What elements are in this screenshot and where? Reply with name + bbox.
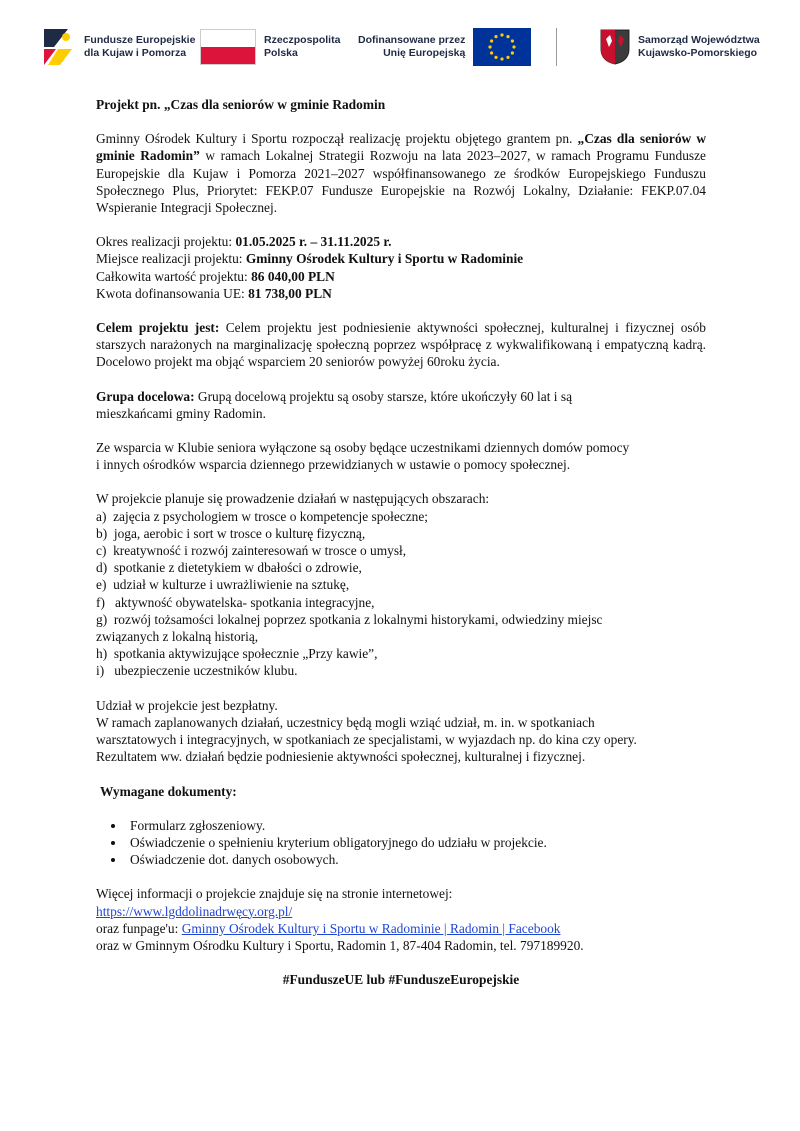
areas-intro: W projekcie planuje się prowadzenie działań w następujących obszarach: — [96, 491, 490, 507]
logo1-line1: Fundusze Europejskie — [84, 34, 196, 46]
project-name: „Czas dla seniorów w gminie Radomin” — [96, 131, 706, 164]
goal-text: Celem projektu jest podniesienie aktywności społecznej, kulturalnej i fizycznej osób starszych narażonych na marginalizację społeczną poprzez współpracę z wykwalifikowaną i empatyczną kadrą. Docelowo projekt ma objąć wsparciem 20 seniorów powyżej 60roku życia. — [96, 320, 706, 370]
participation-line: warsztatowych i integracyjnych, w spotkaniach ze specjalistami, w wyjazdach np. do kina czy opery. — [96, 732, 637, 748]
goal-label: Celem projektu jest: — [96, 320, 220, 336]
contact-line: oraz w Gminnym Ośrodku Kultury i Sportu, Radomin 1, 87-404 Radomin, tel. 797189920. — [96, 937, 584, 953]
intro-paragraph — [96, 130, 706, 216]
documents-heading — [96, 783, 706, 800]
eu-flag-icon — [473, 28, 531, 66]
project-facts — [96, 233, 706, 302]
fact-label: Miejsce realizacji projektu: — [96, 251, 246, 267]
fundusze-europejskie-logo — [40, 22, 195, 72]
areas-list — [96, 508, 706, 680]
fundusze-europejskie-icon — [40, 27, 76, 67]
participation-line: Rezultatem ww. działań będzie podniesienie aktywności społecznej, kulturalnej i fizycznej. — [96, 749, 586, 765]
more-info-text: Więcej informacji o projekcie znajduje się na stronie internetowej: — [96, 886, 453, 902]
target-label: Grupa docelowa: — [96, 388, 195, 404]
logo2-line2: Polska — [264, 47, 298, 59]
intro-part-a: Gminny Ośrodek Kultury i Sportu rozpoczął realizację projektu objętego grantem pn. — [96, 131, 578, 147]
facebook-link[interactable]: Gminny Ośrodek Kultury i Sportu w Radominie | Radomin | Facebook — [181, 920, 561, 936]
logo4-line2: Kujawsko-Pomorskiego — [638, 47, 758, 59]
goal-paragraph — [96, 319, 706, 371]
documents-heading-text: Wymagane dokumenty: — [100, 783, 237, 799]
documents-list — [96, 817, 706, 869]
website-link[interactable]: https://www.lgddolinadrwęcy.org.pl/ — [96, 903, 293, 919]
intro-part-c: w ramach Lokalnej Strategii Rozwoju na lata 2023–2027, w ramach Programu Fundusze Europejskie dla Kujaw i Pomorza 2021–2027 współfinansowanego ze środków Europejskiego Funduszu Społecznego Plus, Priorytet: FEKP.07 Fundusze Europejskie na Rozwój Lokalny, Działanie: FEKP.07.04 Wspieranie Integracji Społecznej. — [96, 148, 706, 216]
list-item: a) zajęcia z psychologiem w trosce o kompetencje społeczne; — [96, 508, 429, 524]
list-item: h) spotkania aktywizujące społecznie „Przy kawie”, — [96, 646, 378, 662]
target-line1: Grupą docelową projektu są osoby starsze, które ukończyły 60 lat i są — [194, 388, 573, 404]
fact-funding — [96, 285, 706, 302]
logo-divider — [556, 28, 557, 66]
exclusion-line1: Ze wsparcia w Klubie seniora wyłączone są osoby będące uczestnikami dziennych domów pomocy — [96, 440, 630, 456]
list-item: b) joga, aerobic i sort w trosce o kulturę fizyczną, — [96, 525, 366, 541]
eu-cofunded-logo — [358, 22, 531, 72]
coat-of-arms-icon — [600, 29, 630, 65]
fact-period — [96, 233, 706, 250]
fanpage-prefix: oraz funpage'u: — [96, 920, 182, 936]
exclusion-paragraph — [96, 439, 706, 473]
list-item: c) kreatywność i rozwój zainteresowań w trosce o umysł, — [96, 543, 407, 559]
fanpage-line — [96, 920, 706, 937]
list-item: związanych z lokalną historią, — [96, 629, 259, 645]
list-item: i) ubezpieczenie uczestników klubu. — [96, 663, 298, 679]
fact-label: Kwota dofinansowania UE: — [96, 285, 249, 301]
list-item: • Formularz zgłoszeniowy. — [126, 817, 706, 834]
polish-flag-icon — [200, 29, 256, 65]
fact-label: Okres realizacji projektu: — [96, 234, 236, 250]
logo2-line1: Rzeczpospolita — [264, 34, 341, 46]
fact-label: Całkowita wartość projektu: — [96, 268, 252, 284]
list-item: f) aktywność obywatelska- spotkania integracyjne, — [96, 594, 375, 610]
samorzad-logo — [600, 22, 760, 72]
document-body — [96, 96, 706, 988]
fact-value: 81 738,00 PLN — [248, 285, 332, 301]
logo-bar — [40, 22, 760, 72]
list-item: d) spotkanie z dietetykiem w dbałości o zdrowie, — [96, 560, 362, 576]
fact-value: Gminny Ośrodek Kultury i Sportu w Radominie — [245, 251, 524, 267]
fact-place — [96, 250, 706, 267]
target-line2: mieszkańcami gminy Radomin. — [96, 405, 266, 421]
list-item: • Oświadczenie dot. danych osobowych. — [126, 851, 706, 868]
participation-line: W ramach zaplanowanych działań, uczestnicy będą mogli wziąć udział, m. in. w spotkaniach — [96, 714, 595, 730]
logo4-line1: Samorząd Województwa — [638, 34, 760, 46]
free-participation: Udział w projekcie jest bezpłatny. — [96, 697, 278, 713]
target-group-paragraph — [96, 388, 706, 422]
logo1-line2: dla Kujaw i Pomorza — [84, 47, 187, 59]
list-item: e) udział w kulturze i uwrażliwienie na sztukę, — [96, 577, 350, 593]
document-title: Projekt pn. „Czas dla seniorów w gminie Radomin — [96, 97, 386, 112]
logo3-line2: Unię Europejską — [383, 47, 466, 59]
exclusion-line2: i innych ośrodków wsparcia dziennego przewidzianych w ustawie o pomocy społecznej. — [96, 457, 571, 473]
hashtags: #FunduszeUE lub #FunduszeEuropejskie — [282, 972, 520, 988]
list-item: g) rozwój tożsamości lokalnej poprzez spotkania z lokalnymi historykami, odwiedziny miejsc — [96, 611, 603, 627]
fact-value: 86 040,00 PLN — [251, 268, 335, 284]
rzeczpospolita-logo — [200, 22, 340, 72]
logo3-line1: Dofinansowane przez — [358, 34, 466, 46]
fact-value: 01.05.2025 r. – 31.11.2025 r. — [235, 234, 392, 250]
fact-total — [96, 268, 706, 285]
list-item: • Oświadczenie o spełnieniu kryterium obligatoryjnego do udziału w projekcie. — [126, 834, 706, 851]
